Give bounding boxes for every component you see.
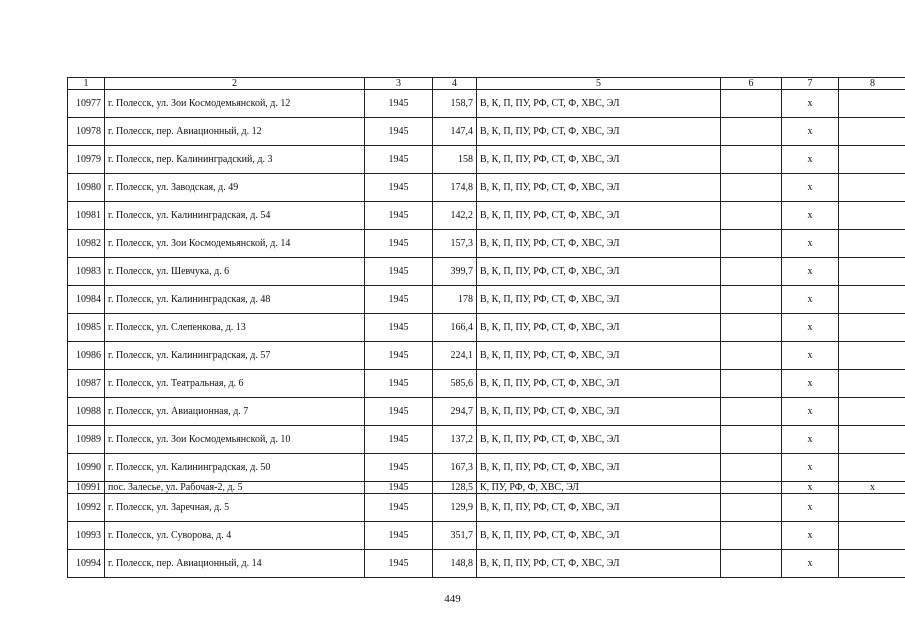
record-number-cell: 10990 <box>68 454 105 482</box>
column-8-cell <box>839 342 905 370</box>
header-row <box>68 78 905 90</box>
elements-cell: В, К, П, ПУ, РФ, СТ, Ф, ХВС, ЭЛ <box>477 426 721 454</box>
year-cell: 1945 <box>365 202 433 230</box>
column-7-cell: х <box>782 494 839 522</box>
column-6-cell <box>721 118 782 146</box>
elements-cell: В, К, П, ПУ, РФ, СТ, Ф, ХВС, ЭЛ <box>477 370 721 398</box>
area-cell: 224,1 <box>433 342 477 370</box>
record-number-cell: 10987 <box>68 370 105 398</box>
year-cell: 1945 <box>365 482 433 494</box>
record-number-cell: 10985 <box>68 314 105 342</box>
header-cell-6: 6 <box>721 78 782 90</box>
header-cell-2: 2 <box>105 78 365 90</box>
column-6-cell <box>721 286 782 314</box>
elements-cell: В, К, П, ПУ, РФ, СТ, Ф, ХВС, ЭЛ <box>477 550 721 578</box>
column-7-cell: х <box>782 342 839 370</box>
elements-cell: В, К, П, ПУ, РФ, СТ, Ф, ХВС, ЭЛ <box>477 454 721 482</box>
column-8-cell <box>839 398 905 426</box>
column-8-cell <box>839 522 905 550</box>
table-row <box>68 482 905 494</box>
column-7-cell: х <box>782 90 839 118</box>
header-cell-8: 8 <box>839 78 905 90</box>
year-cell: 1945 <box>365 174 433 202</box>
year-cell: 1945 <box>365 454 433 482</box>
column-6-cell <box>721 90 782 118</box>
column-8-cell <box>839 258 905 286</box>
column-6-cell <box>721 494 782 522</box>
column-7-cell: х <box>782 314 839 342</box>
record-number-cell: 10983 <box>68 258 105 286</box>
column-7-cell: х <box>782 258 839 286</box>
column-6-cell <box>721 522 782 550</box>
address-cell: г. Полесск, ул. Калининградская, д. 54 <box>105 202 365 230</box>
column-6-cell <box>721 202 782 230</box>
table-row <box>68 146 905 174</box>
area-cell: 158 <box>433 146 477 174</box>
table-row <box>68 550 905 578</box>
table-row <box>68 174 905 202</box>
page-number: 449 <box>444 593 461 605</box>
area-cell: 129,9 <box>433 494 477 522</box>
year-cell: 1945 <box>365 146 433 174</box>
column-6-cell <box>721 230 782 258</box>
record-number-cell: 10979 <box>68 146 105 174</box>
elements-cell: В, К, П, ПУ, РФ, СТ, Ф, ХВС, ЭЛ <box>477 118 721 146</box>
address-cell: г. Полесск, ул. Калининградская, д. 57 <box>105 342 365 370</box>
column-8-cell <box>839 202 905 230</box>
column-8-cell <box>839 286 905 314</box>
year-cell: 1945 <box>365 286 433 314</box>
elements-cell: В, К, П, ПУ, РФ, СТ, Ф, ХВС, ЭЛ <box>477 202 721 230</box>
table-row <box>68 398 905 426</box>
column-7-cell: х <box>782 174 839 202</box>
record-number-cell: 10994 <box>68 550 105 578</box>
header-cell-5: 5 <box>477 78 721 90</box>
elements-cell: К, ПУ, РФ, Ф, ХВС, ЭЛ <box>477 482 721 494</box>
address-cell: г. Полесск, ул. Зои Космодемьянской, д. 12 <box>105 90 365 118</box>
year-cell: 1945 <box>365 494 433 522</box>
column-7-cell: х <box>782 118 839 146</box>
elements-cell: В, К, П, ПУ, РФ, СТ, Ф, ХВС, ЭЛ <box>477 398 721 426</box>
table-row <box>68 90 905 118</box>
address-cell: г. Полесск, ул. Зои Космодемьянской, д. 10 <box>105 426 365 454</box>
record-number-cell: 10989 <box>68 426 105 454</box>
elements-cell: В, К, П, ПУ, РФ, СТ, Ф, ХВС, ЭЛ <box>477 342 721 370</box>
record-number-cell: 10988 <box>68 398 105 426</box>
record-number-cell: 10992 <box>68 494 105 522</box>
column-8-cell <box>839 426 905 454</box>
header-cell-4: 4 <box>433 78 477 90</box>
column-6-cell <box>721 258 782 286</box>
address-cell: г. Полесск, ул. Зои Космодемьянской, д. 14 <box>105 230 365 258</box>
area-cell: 166,4 <box>433 314 477 342</box>
column-7-cell: х <box>782 550 839 578</box>
table-row <box>68 342 905 370</box>
elements-cell: В, К, П, ПУ, РФ, СТ, Ф, ХВС, ЭЛ <box>477 146 721 174</box>
table-row <box>68 454 905 482</box>
column-8-cell <box>839 370 905 398</box>
address-cell: г. Полесск, ул. Театральная, д. 6 <box>105 370 365 398</box>
year-cell: 1945 <box>365 118 433 146</box>
elements-cell: В, К, П, ПУ, РФ, СТ, Ф, ХВС, ЭЛ <box>477 230 721 258</box>
area-cell: 585,6 <box>433 370 477 398</box>
year-cell: 1945 <box>365 230 433 258</box>
record-number-cell: 10978 <box>68 118 105 146</box>
record-number-cell: 10980 <box>68 174 105 202</box>
area-cell: 157,3 <box>433 230 477 258</box>
column-7-cell: х <box>782 370 839 398</box>
table-row <box>68 258 905 286</box>
table-row <box>68 286 905 314</box>
column-7-cell: х <box>782 202 839 230</box>
record-number-cell: 10986 <box>68 342 105 370</box>
area-cell: 167,3 <box>433 454 477 482</box>
record-number-cell: 10991 <box>68 482 105 494</box>
year-cell: 1945 <box>365 258 433 286</box>
address-cell: г. Полесск, ул. Заводская, д. 49 <box>105 174 365 202</box>
year-cell: 1945 <box>365 398 433 426</box>
column-6-cell <box>721 482 782 494</box>
area-cell: 147,4 <box>433 118 477 146</box>
area-cell: 128,5 <box>433 482 477 494</box>
column-8-cell <box>839 494 905 522</box>
column-6-cell <box>721 314 782 342</box>
record-number-cell: 10977 <box>68 90 105 118</box>
column-7-cell: х <box>782 454 839 482</box>
area-cell: 351,7 <box>433 522 477 550</box>
area-cell: 294,7 <box>433 398 477 426</box>
elements-cell: В, К, П, ПУ, РФ, СТ, Ф, ХВС, ЭЛ <box>477 174 721 202</box>
record-number-cell: 10984 <box>68 286 105 314</box>
area-cell: 148,8 <box>433 550 477 578</box>
column-6-cell <box>721 454 782 482</box>
elements-cell: В, К, П, ПУ, РФ, СТ, Ф, ХВС, ЭЛ <box>477 90 721 118</box>
address-cell: г. Полесск, пер. Авиационный, д. 12 <box>105 118 365 146</box>
table-row <box>68 314 905 342</box>
record-number-cell: 10993 <box>68 522 105 550</box>
register-table <box>67 77 905 578</box>
column-7-cell: х <box>782 230 839 258</box>
elements-cell: В, К, П, ПУ, РФ, СТ, Ф, ХВС, ЭЛ <box>477 258 721 286</box>
column-7-cell: х <box>782 522 839 550</box>
column-6-cell <box>721 370 782 398</box>
address-cell: г. Полесск, пер. Калининградский, д. 3 <box>105 146 365 174</box>
year-cell: 1945 <box>365 314 433 342</box>
table-row <box>68 118 905 146</box>
area-cell: 158,7 <box>433 90 477 118</box>
address-cell: г. Полесск, ул. Суворова, д. 4 <box>105 522 365 550</box>
year-cell: 1945 <box>365 370 433 398</box>
address-cell: г. Полесск, ул. Калининградская, д. 48 <box>105 286 365 314</box>
table-row <box>68 522 905 550</box>
column-7-cell: х <box>782 286 839 314</box>
column-8-cell <box>839 90 905 118</box>
column-8-cell <box>839 550 905 578</box>
column-8-cell <box>839 118 905 146</box>
column-6-cell <box>721 146 782 174</box>
column-8-cell <box>839 454 905 482</box>
column-7-cell: х <box>782 146 839 174</box>
area-cell: 137,2 <box>433 426 477 454</box>
table-row <box>68 494 905 522</box>
address-cell: г. Полесск, ул. Шевчука, д. 6 <box>105 258 365 286</box>
area-cell: 399,7 <box>433 258 477 286</box>
record-number-cell: 10981 <box>68 202 105 230</box>
table-row <box>68 370 905 398</box>
area-cell: 178 <box>433 286 477 314</box>
elements-cell: В, К, П, ПУ, РФ, СТ, Ф, ХВС, ЭЛ <box>477 286 721 314</box>
address-cell: г. Полесск, ул. Калининградская, д. 50 <box>105 454 365 482</box>
address-cell: г. Полесск, ул. Заречная, д. 5 <box>105 494 365 522</box>
area-cell: 142,2 <box>433 202 477 230</box>
column-6-cell <box>721 174 782 202</box>
column-8-cell <box>839 146 905 174</box>
elements-cell: В, К, П, ПУ, РФ, СТ, Ф, ХВС, ЭЛ <box>477 522 721 550</box>
area-cell: 174,8 <box>433 174 477 202</box>
column-7-cell: х <box>782 482 839 494</box>
table-row <box>68 426 905 454</box>
record-number-cell: 10982 <box>68 230 105 258</box>
year-cell: 1945 <box>365 90 433 118</box>
address-cell: г. Полесск, ул. Слепенкова, д. 13 <box>105 314 365 342</box>
table-row <box>68 230 905 258</box>
column-8-cell <box>839 174 905 202</box>
year-cell: 1945 <box>365 426 433 454</box>
header-cell-1: 1 <box>68 78 105 90</box>
column-8-cell <box>839 314 905 342</box>
year-cell: 1945 <box>365 522 433 550</box>
year-cell: 1945 <box>365 342 433 370</box>
column-6-cell <box>721 426 782 454</box>
address-cell: г. Полесск, пер. Авиационный, д. 14 <box>105 550 365 578</box>
elements-cell: В, К, П, ПУ, РФ, СТ, Ф, ХВС, ЭЛ <box>477 494 721 522</box>
header-cell-3: 3 <box>365 78 433 90</box>
column-7-cell: х <box>782 426 839 454</box>
address-cell: пос. Залесье, ул. Рабочая-2, д. 5 <box>105 482 365 494</box>
column-8-cell <box>839 230 905 258</box>
year-cell: 1945 <box>365 550 433 578</box>
address-cell: г. Полесск, ул. Авиационная, д. 7 <box>105 398 365 426</box>
column-7-cell: х <box>782 398 839 426</box>
header-cell-7: 7 <box>782 78 839 90</box>
elements-cell: В, К, П, ПУ, РФ, СТ, Ф, ХВС, ЭЛ <box>477 314 721 342</box>
column-6-cell <box>721 550 782 578</box>
table-row <box>68 202 905 230</box>
column-6-cell <box>721 342 782 370</box>
column-6-cell <box>721 398 782 426</box>
column-8-cell: х <box>839 482 905 494</box>
